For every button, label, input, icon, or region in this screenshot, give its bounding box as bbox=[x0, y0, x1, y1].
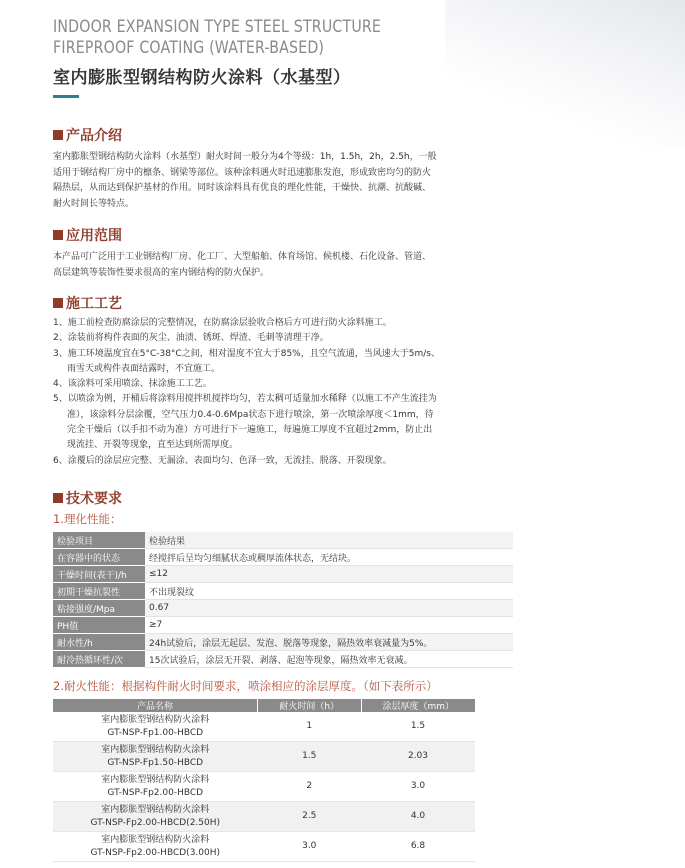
table-row bbox=[53, 617, 513, 634]
section-heading-text: 产品介绍 bbox=[66, 128, 122, 144]
table-row bbox=[53, 566, 513, 583]
product-name-cell bbox=[53, 772, 258, 802]
english-title-line-2: FIREPROOF COATING (WATER-BASED) bbox=[53, 38, 325, 57]
section-heading-text: 应用范围 bbox=[66, 228, 122, 244]
product-model-line: GT-NSP-Fp2.00-HBCD(2.50H) bbox=[90, 817, 221, 828]
process-step: 5、以喷涂为例，开桶后将涂料用搅拌机搅拌均匀，若太稠可适量加水稀释（以施工不产生流挂为 bbox=[53, 394, 437, 405]
column-header-time: 耐火时间（h） bbox=[258, 699, 361, 712]
product-model-line: GT-NSP-Fp2.00-HBCD bbox=[107, 787, 204, 798]
process-step: 1、施工前检查防腐涂层的完整情况，在防腐涂层验收合格后方可进行防火涂料施工。 bbox=[53, 318, 392, 328]
process-step-continued: 准），该涂料分层涂覆，空气压力0.4-0.6Mpa状态下进行喷涂，第一次喷涂厚度＜1mm，待 bbox=[67, 409, 434, 420]
fire-time-cell: 1.5 bbox=[258, 742, 361, 772]
table-row bbox=[53, 832, 475, 862]
table-header-row bbox=[53, 699, 475, 712]
property-name: PH值 bbox=[53, 617, 145, 634]
column-header-product: 产品名称 bbox=[53, 699, 258, 712]
property-name: 耐冷热循环性/次 bbox=[53, 651, 145, 668]
page-title: 室内膨胀型钢结构防火涂料（水基型） bbox=[53, 68, 351, 88]
process-list bbox=[53, 316, 523, 469]
corner-decoration bbox=[445, 0, 685, 150]
fire-time-cell: 1 bbox=[258, 712, 361, 742]
property-name: 粘接强度/Mpa bbox=[53, 600, 145, 617]
text-line: 适用于钢结构厂房中的檩条、钢梁等部位。该种涂料遇火时迅速膨胀发泡，形成致密均匀的防火 bbox=[53, 167, 432, 178]
thickness-cell: 4.0 bbox=[361, 802, 475, 832]
thickness-cell: 3.0 bbox=[361, 772, 475, 802]
table-row bbox=[53, 549, 513, 566]
section-heading-text: 技术要求 bbox=[66, 491, 122, 507]
text-line: 耐火时间长等特点。 bbox=[53, 198, 135, 209]
process-step: 2、涂装前将构件表面的灰尘、油渍、锈斑、焊渣、毛刺等清理干净。 bbox=[53, 333, 329, 344]
process-step-continued: 雨雪天或构件表面结露时，不宜施工。 bbox=[67, 363, 221, 374]
fire-time-cell: 2.5 bbox=[258, 802, 361, 832]
product-name-cell bbox=[53, 832, 258, 862]
property-value: 15次试验后，涂层无开裂、剥落、起泡等现象，隔热效率无衰减。 bbox=[145, 651, 513, 668]
process-step-continued: 完全干燥后（以手扣不动为准）方可进行下一遍施工，每遍施工厚度不宜超过2mm，防止出 bbox=[67, 425, 433, 436]
process-step: 6、涂覆后的涂层应完整、无漏涂、表面均匀、色泽一致，无流挂、脱落、开裂现象。 bbox=[53, 455, 392, 466]
product-model-line: GT-NSP-Fp1.00-HBCD bbox=[107, 727, 204, 738]
table-row bbox=[53, 532, 513, 549]
product-name-cell bbox=[53, 712, 258, 742]
product-model-line: GT-NSP-Fp2.00-HBCD(3.00H) bbox=[90, 847, 221, 858]
process-step: 3、施工环境温度宜在5°C-38°C之间，相对湿度不宜大于85%，且空气流通，当风速大于5m/s、 bbox=[53, 348, 440, 359]
property-name: 检验项目 bbox=[53, 532, 145, 549]
table-row bbox=[53, 583, 513, 600]
fire-resistance-table bbox=[53, 699, 475, 862]
table-row bbox=[53, 742, 475, 772]
text-line: 室内膨胀型钢结构防火涂料（水基型）耐火时间一般分为4个等级：1h，1.5h，2h，2.5h，一般 bbox=[53, 152, 437, 162]
product-name-cell bbox=[53, 802, 258, 832]
text-line: 隔热层，从而达到保护基材的作用。同时该涂料具有优良的理化性能，干燥快、抗潮、抗酸碱、 bbox=[53, 183, 432, 193]
product-name-line: 室内膨胀型钢结构防火涂料 bbox=[101, 834, 210, 845]
table-row bbox=[53, 772, 475, 802]
fire-time-cell: 3.0 bbox=[258, 832, 361, 862]
section-heading-process bbox=[53, 293, 122, 313]
application-paragraph bbox=[53, 250, 523, 281]
property-name: 耐水性/h bbox=[53, 634, 145, 651]
product-model-line: GT-NSP-Fp1.50-HBCD bbox=[107, 757, 204, 768]
column-header-thickness: 涂层厚度（mm） bbox=[361, 699, 475, 712]
table-row bbox=[53, 712, 475, 742]
section-heading-application bbox=[53, 225, 122, 245]
thickness-cell: 1.5 bbox=[361, 712, 475, 742]
square-bullet-icon bbox=[53, 130, 63, 140]
product-name-line: 室内膨胀型钢结构防火涂料 bbox=[101, 774, 210, 785]
property-name: 初期干燥抗裂性 bbox=[53, 583, 145, 600]
property-value: 检验结果 bbox=[145, 532, 513, 549]
product-name-line: 室内膨胀型钢结构防火涂料 bbox=[101, 804, 210, 815]
property-value: 0.67 bbox=[145, 600, 513, 617]
square-bullet-icon bbox=[53, 298, 63, 308]
properties-table bbox=[53, 532, 513, 668]
text-line: 高层建筑等装饰性要求很高的室内钢结构的防火保护。 bbox=[53, 267, 270, 278]
product-name-line: 室内膨胀型钢结构防火涂料 bbox=[101, 714, 210, 725]
thickness-cell: 6.8 bbox=[361, 832, 475, 862]
section-heading-intro bbox=[53, 125, 122, 145]
table-row bbox=[53, 651, 513, 668]
text-line: 本产品可广泛用于工业钢结构厂房、化工厂、大型船舶、体育场馆、候机楼、石化设备、管道、 bbox=[53, 252, 432, 262]
table-row bbox=[53, 634, 513, 651]
section-heading-tech bbox=[53, 488, 122, 508]
thickness-cell: 2.03 bbox=[361, 742, 475, 772]
property-value: 经搅拌后呈均匀细腻状态或稠厚流体状态，无结块。 bbox=[145, 549, 513, 566]
property-value: ≥7 bbox=[145, 617, 513, 634]
square-bullet-icon bbox=[53, 230, 63, 240]
product-name-line: 室内膨胀型钢结构防火涂料 bbox=[101, 744, 210, 755]
section-heading-text: 施工工艺 bbox=[66, 296, 122, 312]
process-step: 4、该涂料可采用喷涂、抹涂施工工艺。 bbox=[53, 379, 212, 390]
property-value: 不出现裂纹 bbox=[145, 583, 513, 600]
english-title-line-1: INDOOR EXPANSION TYPE STEEL STRUCTURE bbox=[53, 17, 382, 36]
property-name: 干燥时间(表干)/h bbox=[53, 566, 145, 583]
intro-paragraph bbox=[53, 150, 523, 212]
property-name: 在容器中的状态 bbox=[53, 549, 145, 566]
table-row bbox=[53, 802, 475, 832]
subheading-fire-performance: 2.耐火性能：根据构件耐火时间要求，喷涂相应的涂层厚度。（如下表所示） bbox=[53, 679, 438, 693]
property-value: 24h试验后，涂层无起层、发泡、脱落等现象，隔热效率衰减量为5%。 bbox=[145, 634, 513, 651]
fire-time-cell: 2 bbox=[258, 772, 361, 802]
subheading-physical-chemical: 1.理化性能： bbox=[53, 512, 122, 526]
property-value: ≤12 bbox=[145, 566, 513, 583]
product-name-cell bbox=[53, 742, 258, 772]
table-row bbox=[53, 600, 513, 617]
title-accent-bar bbox=[53, 95, 79, 98]
process-step-continued: 现流挂、开裂等现象，直至达到所需厚度。 bbox=[67, 440, 239, 451]
square-bullet-icon bbox=[53, 493, 63, 503]
